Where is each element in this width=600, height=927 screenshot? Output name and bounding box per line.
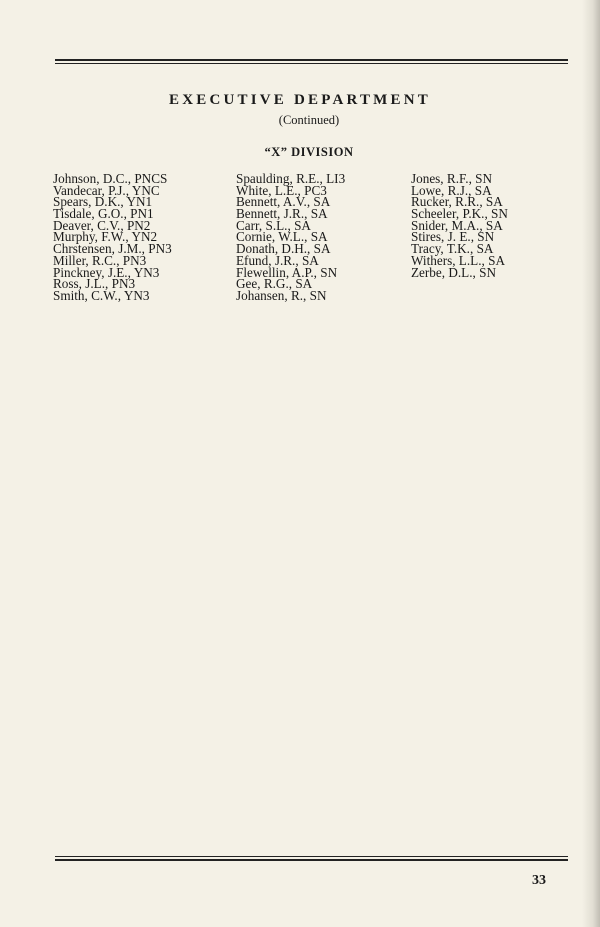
roster-entry: Bennett, A.V., SA bbox=[236, 194, 331, 210]
roster-entry: Rucker, R.R., SA bbox=[411, 194, 503, 210]
roster-column-2 bbox=[236, 173, 345, 302]
roster-entry: Snider, M.A., SA bbox=[411, 217, 503, 233]
roster-entry: Smith, C.W., YN3 bbox=[53, 287, 150, 303]
roster-entry: Donath, D.H., SA bbox=[236, 241, 331, 257]
roster-entry: Flewellin, A.P., SN bbox=[236, 264, 338, 280]
roster-entry: Chrstensen, J.M., PN3 bbox=[53, 241, 172, 257]
roster-column-3 bbox=[411, 173, 508, 278]
roster-entry: Withers, L.L., SA bbox=[411, 252, 505, 268]
roster-entry: Carr, S.L., SA bbox=[236, 217, 311, 233]
roster-entry: Cornie, W.L., SA bbox=[236, 229, 328, 245]
roster-entry: Gee, R.G., SA bbox=[236, 276, 313, 292]
roster-entry: Bennett, J.R., SA bbox=[236, 206, 328, 222]
page-title: EXECUTIVE DEPARTMENT bbox=[169, 92, 431, 108]
roster-entry: Stires, J. E., SN bbox=[411, 229, 495, 245]
roster-entry: Efund, J.R., SA bbox=[236, 252, 319, 268]
roster-entry: Ross, J.L., PN3 bbox=[53, 276, 136, 292]
roster-entry: Scheeler, P.K., SN bbox=[411, 206, 508, 222]
roster-entry: Zerbe, D.L., SN bbox=[411, 264, 496, 280]
roster-entry: Jones, R.F., SN bbox=[411, 171, 493, 186]
page-edge-shadow bbox=[582, 0, 600, 927]
roster-entry: Tisdale, G.O., PN1 bbox=[53, 206, 154, 222]
roster-entry: Tracy, T.K., SA bbox=[411, 241, 494, 257]
section-heading: “X” DIVISION bbox=[264, 145, 354, 159]
roster-entry: Spears, D.K., YN1 bbox=[53, 194, 153, 210]
roster-entry: Pinckney, J.E., YN3 bbox=[53, 264, 160, 280]
roster-entry: Miller, R.C., PN3 bbox=[53, 252, 147, 268]
page-number: 33 bbox=[532, 873, 546, 888]
roster-entry: Spaulding, R.E., LI3 bbox=[236, 171, 346, 186]
roster-entry: Murphy, F.W., YN2 bbox=[53, 229, 158, 245]
roster-entry: Vandecar, P.J., YNC bbox=[53, 182, 160, 198]
page-subtitle: (Continued) bbox=[278, 113, 340, 127]
roster-entry: Johansen, R., SN bbox=[236, 287, 327, 303]
roster-column-1 bbox=[53, 173, 172, 302]
bottom-double-rule bbox=[55, 856, 568, 861]
roster-entry: White, L.E., PC3 bbox=[236, 182, 327, 198]
roster-entry: Johnson, D.C., PNCS bbox=[53, 171, 168, 186]
roster-entry: Deaver, C.V., PN2 bbox=[53, 217, 151, 233]
top-double-rule bbox=[55, 59, 568, 64]
roster-entry: Lowe, R.J., SA bbox=[411, 182, 492, 198]
